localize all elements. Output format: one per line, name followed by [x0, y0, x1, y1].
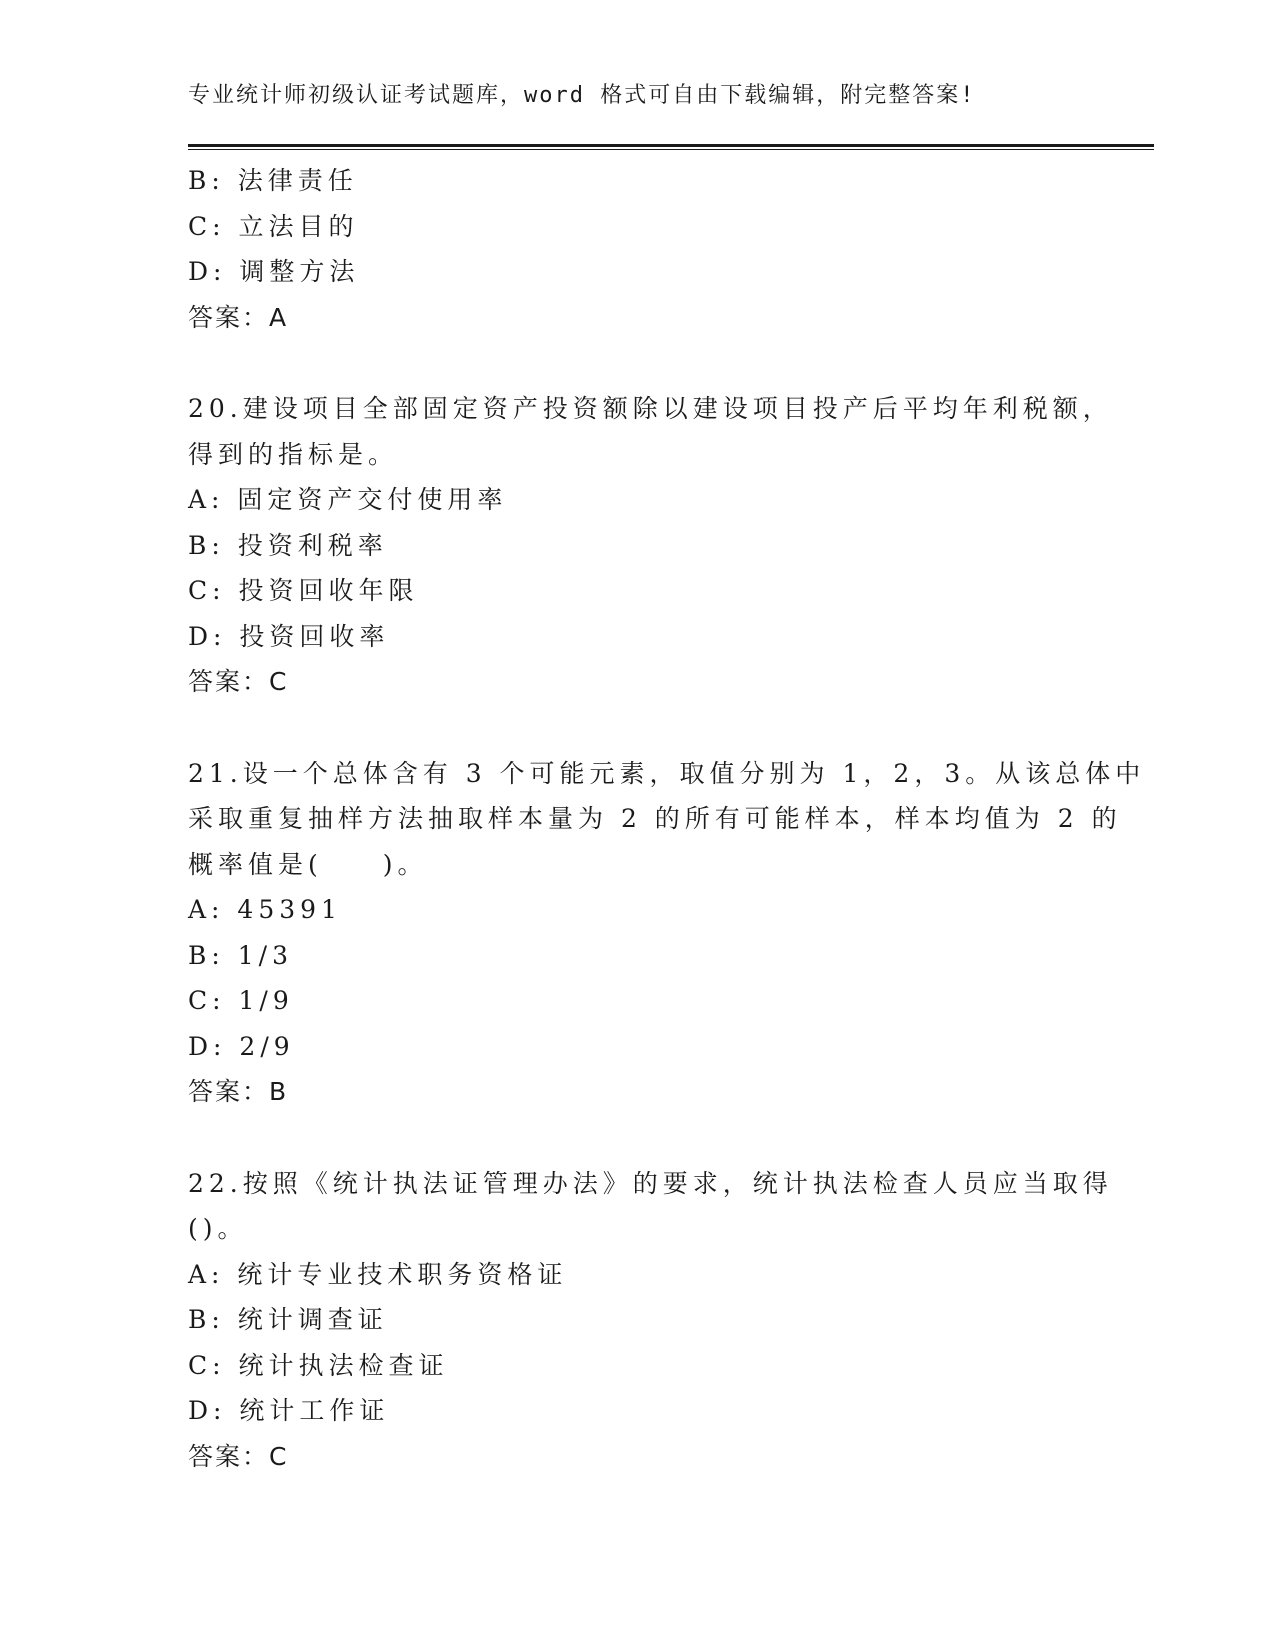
option-line: B: 投资利税率 [188, 530, 388, 560]
option-line: A: 固定资产交付使用率 [188, 485, 508, 514]
header-divider [188, 144, 1154, 150]
question-text: 22.按照《统计执法证管理办法》的要求，统计执法检查人员应当取得 [188, 1168, 1113, 1198]
question-text: 20.建设项目全部固定资产投资额除以建设项目投产后平均年利税额， [188, 394, 1113, 423]
option-line: B: 1/3 [188, 940, 293, 970]
option-line: C: 立法目的 [188, 211, 359, 241]
page-header-text: 专业统计师初级认证考试题库，word 格式可自由下载编辑，附完整答案! [188, 83, 976, 108]
option-line: C: 统计执法检查证 [188, 1350, 449, 1380]
document-body [188, 158, 1146, 1479]
answer-line: 答案：A [188, 302, 289, 332]
option-line: A: 统计专业技术职务资格证 [188, 1259, 568, 1289]
option-line: D: 统计工作证 [188, 1396, 390, 1425]
answer-line: 答案：B [188, 1077, 289, 1106]
question-text: 21.设一个总体含有 3 个可能元素，取值分别为 1，2，3。从该总体中 [188, 758, 1146, 788]
question-block [188, 1161, 1113, 1480]
question-text: 概率值是( )。 [188, 849, 428, 879]
question-block [188, 386, 1113, 705]
question-text: ()。 [188, 1214, 248, 1243]
option-line: C: 投资回收年限 [188, 576, 419, 605]
answer-line: 答案：C [188, 1441, 289, 1471]
option-line: D: 投资回收率 [188, 621, 390, 651]
option-line: D: 2/9 [188, 1031, 295, 1061]
option-line: B: 法律责任 [188, 166, 358, 195]
option-line: A: 45391 [188, 895, 342, 924]
option-line: B: 统计调查证 [188, 1305, 388, 1334]
option-line: C: 1/9 [188, 986, 294, 1015]
question-block [188, 158, 1088, 340]
question-text: 得到的指标是。 [188, 439, 399, 469]
option-line: D: 调整方法 [188, 257, 360, 286]
answer-line: 答案：C [188, 667, 289, 696]
question-block [188, 751, 1146, 1115]
question-text: 采取重复抽样方法抽取样本量为 2 的所有可能样本，样本均值为 2 的 [188, 804, 1122, 833]
